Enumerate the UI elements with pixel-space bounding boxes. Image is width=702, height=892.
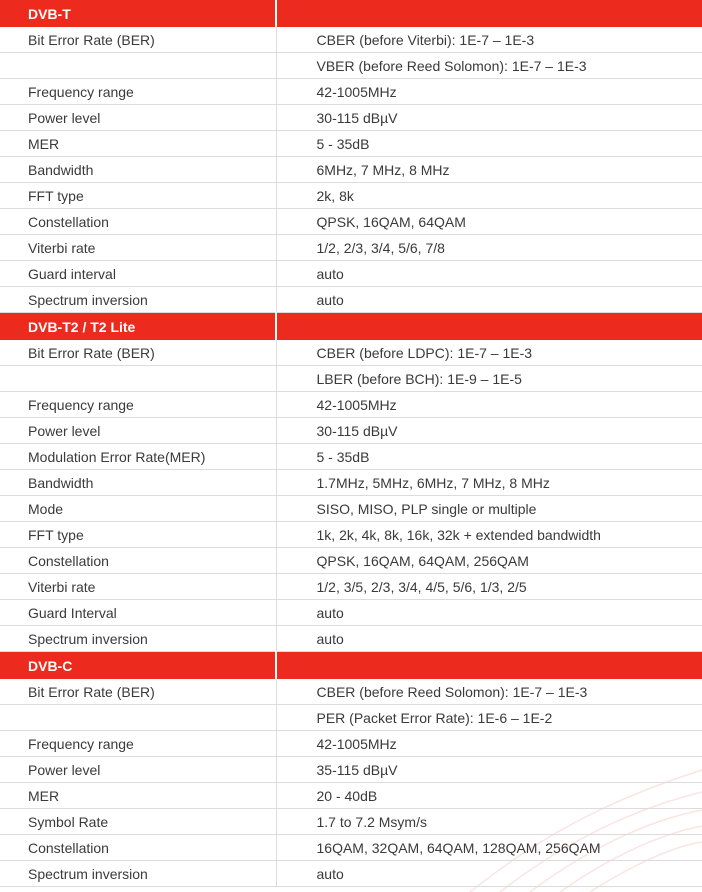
table-row (0, 27, 702, 53)
parameter-label: Guard interval (0, 261, 276, 287)
table-row (0, 340, 702, 366)
parameter-value: 16QAM, 32QAM, 64QAM, 128QAM, 256QAM (276, 835, 702, 861)
parameter-label: Constellation (0, 835, 276, 861)
table-row (0, 757, 702, 783)
table-row (0, 366, 702, 392)
table-row (0, 131, 702, 157)
parameter-label: FFT type (0, 522, 276, 548)
parameter-value: LBER (before BCH): 1E-9 – 1E-5 (276, 366, 702, 392)
table-row (0, 679, 702, 705)
parameter-value: 1.7MHz, 5MHz, 6MHz, 7 MHz, 8 MHz (276, 470, 702, 496)
parameter-value: auto (276, 861, 702, 887)
parameter-value: 20 - 40dB (276, 783, 702, 809)
table-row (0, 783, 702, 809)
parameter-label: Spectrum inversion (0, 861, 276, 887)
section-header-spacer (276, 313, 702, 341)
parameter-label: Bit Error Rate (BER) (0, 27, 276, 53)
parameter-value: 30-115 dBµV (276, 418, 702, 444)
parameter-label (0, 53, 276, 79)
parameter-label: Bit Error Rate (BER) (0, 679, 276, 705)
parameter-label: Frequency range (0, 392, 276, 418)
parameter-value: auto (276, 261, 702, 287)
parameter-label (0, 705, 276, 731)
section-header-spacer (276, 0, 702, 27)
table-row (0, 496, 702, 522)
table-row (0, 835, 702, 861)
parameter-value: PER (Packet Error Rate): 1E-6 – 1E-2 (276, 705, 702, 731)
section-title: DVB-T2 / T2 Lite (0, 313, 276, 341)
parameter-value: VBER (before Reed Solomon): 1E-7 – 1E-3 (276, 53, 702, 79)
table-row (0, 574, 702, 600)
parameter-label: Spectrum inversion (0, 626, 276, 652)
parameter-label: Frequency range (0, 79, 276, 105)
section-header-spacer (276, 652, 702, 680)
table-row (0, 261, 702, 287)
table-row (0, 79, 702, 105)
parameter-value: auto (276, 600, 702, 626)
table-row (0, 105, 702, 131)
table-row (0, 209, 702, 235)
parameter-value: 42-1005MHz (276, 392, 702, 418)
parameter-label: Power level (0, 757, 276, 783)
parameter-value: 5 - 35dB (276, 444, 702, 470)
parameter-label: Guard Interval (0, 600, 276, 626)
table-row (0, 626, 702, 652)
table-row (0, 157, 702, 183)
table-row (0, 287, 702, 313)
parameter-value: 5 - 35dB (276, 131, 702, 157)
table-row (0, 548, 702, 574)
parameter-value: 42-1005MHz (276, 731, 702, 757)
table-row (0, 392, 702, 418)
parameter-label: Spectrum inversion (0, 287, 276, 313)
parameter-value: QPSK, 16QAM, 64QAM (276, 209, 702, 235)
parameter-value: CBER (before LDPC): 1E-7 – 1E-3 (276, 340, 702, 366)
parameter-value: CBER (before Reed Solomon): 1E-7 – 1E-3 (276, 679, 702, 705)
parameter-value: 1/2, 3/5, 2/3, 3/4, 4/5, 5/6, 1/3, 2/5 (276, 574, 702, 600)
parameter-label (0, 366, 276, 392)
section-header (0, 313, 702, 341)
table-row (0, 731, 702, 757)
parameter-value: auto (276, 287, 702, 313)
parameter-label: Constellation (0, 209, 276, 235)
parameter-value: 35-115 dBµV (276, 757, 702, 783)
parameter-label: Bit Error Rate (BER) (0, 340, 276, 366)
parameter-value: 6MHz, 7 MHz, 8 MHz (276, 157, 702, 183)
table-row (0, 705, 702, 731)
parameter-label: Modulation Error Rate(MER) (0, 444, 276, 470)
section-header (0, 0, 702, 27)
parameter-label: FFT type (0, 183, 276, 209)
parameter-value: CBER (before Viterbi): 1E-7 – 1E-3 (276, 27, 702, 53)
parameter-label: Bandwidth (0, 157, 276, 183)
parameter-label: Power level (0, 105, 276, 131)
table-row (0, 809, 702, 835)
table-row (0, 444, 702, 470)
parameter-value: SISO, MISO, PLP single or multiple (276, 496, 702, 522)
parameter-value: 1/2, 2/3, 3/4, 5/6, 7/8 (276, 235, 702, 261)
parameter-label: MER (0, 783, 276, 809)
parameter-label: Power level (0, 418, 276, 444)
table-row (0, 470, 702, 496)
parameter-value: 2k, 8k (276, 183, 702, 209)
parameter-label: Frequency range (0, 731, 276, 757)
parameter-value: 30-115 dBµV (276, 105, 702, 131)
parameter-label: MER (0, 131, 276, 157)
parameter-label: Mode (0, 496, 276, 522)
parameter-value: QPSK, 16QAM, 64QAM, 256QAM (276, 548, 702, 574)
table-row (0, 600, 702, 626)
table-row (0, 235, 702, 261)
parameter-label: Constellation (0, 548, 276, 574)
parameter-label: Viterbi rate (0, 574, 276, 600)
table-row (0, 53, 702, 79)
section-title: DVB-C (0, 652, 276, 680)
parameter-value: auto (276, 626, 702, 652)
table-row (0, 183, 702, 209)
parameter-label: Bandwidth (0, 470, 276, 496)
parameter-label: Viterbi rate (0, 235, 276, 261)
table-row (0, 861, 702, 887)
section-header (0, 652, 702, 680)
parameter-value: 1k, 2k, 4k, 8k, 16k, 32k + extended bandwidth (276, 522, 702, 548)
parameter-value: 1.7 to 7.2 Msym/s (276, 809, 702, 835)
parameter-value: 42-1005MHz (276, 79, 702, 105)
table-row (0, 418, 702, 444)
parameter-label: Symbol Rate (0, 809, 276, 835)
section-title: DVB-T (0, 0, 276, 27)
table-row (0, 522, 702, 548)
